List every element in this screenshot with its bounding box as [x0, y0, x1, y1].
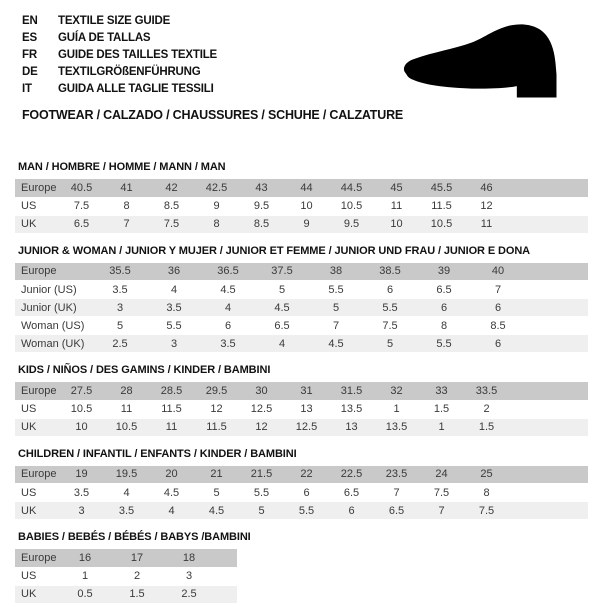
size-value: 22.5 [329, 466, 374, 484]
size-value: 4.5 [201, 281, 255, 299]
size-value: 6.5 [59, 215, 104, 233]
table-row [15, 549, 237, 567]
size-value: 10.5 [59, 400, 104, 418]
size-value: 1.5 [111, 585, 163, 603]
size-table-section [15, 160, 588, 234]
size-table [15, 263, 588, 354]
row-label: Europe [15, 263, 93, 281]
size-value: 8 [417, 317, 471, 335]
size-value: 28.5 [149, 382, 194, 400]
size-value: 20 [149, 466, 194, 484]
size-value: 45 [374, 179, 419, 197]
size-table-title: CHILDREN / INFANTIL / ENFANTS / KINDER / BAMBINI [18, 447, 297, 460]
row-filler [525, 299, 588, 317]
size-value: 8 [194, 215, 239, 233]
table-row [15, 281, 588, 299]
size-value: 9 [284, 215, 329, 233]
dress-shoe-icon [391, 20, 586, 105]
size-value: 28 [104, 382, 149, 400]
size-value: 13 [329, 418, 374, 436]
size-value: 31.5 [329, 382, 374, 400]
size-value: 6 [201, 317, 255, 335]
size-value: 3.5 [201, 335, 255, 353]
size-value: 11 [104, 400, 149, 418]
size-value: 2.5 [163, 585, 215, 603]
size-value: 9.5 [239, 197, 284, 215]
row-label: Junior (US) [15, 281, 93, 299]
row-filler [509, 502, 588, 520]
size-value: 4 [255, 335, 309, 353]
size-value: 24 [419, 466, 464, 484]
size-value: 3.5 [59, 484, 104, 502]
size-value: 8 [104, 197, 149, 215]
size-value: 4 [104, 484, 149, 502]
language-label: TEXTILE SIZE GUIDE [58, 14, 171, 27]
size-value: 8 [464, 484, 509, 502]
size-value: 6 [471, 335, 525, 353]
size-value: 9.5 [329, 215, 374, 233]
row-label: UK [15, 215, 59, 233]
size-table-section [15, 530, 588, 604]
size-value: 25 [464, 466, 509, 484]
size-value: 12.5 [284, 418, 329, 436]
size-value: 5.5 [284, 502, 329, 520]
table-row [15, 299, 588, 317]
size-value: 7.5 [464, 502, 509, 520]
row-label: Europe [15, 549, 59, 567]
row-filler [509, 197, 588, 215]
size-value: 10.5 [419, 215, 464, 233]
size-value: 6.5 [417, 281, 471, 299]
table-row [15, 585, 237, 603]
size-value: 44.5 [329, 179, 374, 197]
language-label: GUIDE DES TAILLES TEXTILE [58, 48, 217, 61]
size-value: 3.5 [104, 502, 149, 520]
size-value: 36.5 [201, 263, 255, 281]
size-value: 2 [111, 567, 163, 585]
row-label: Junior (UK) [15, 299, 93, 317]
size-value: 5 [309, 299, 363, 317]
size-value: 6.5 [255, 317, 309, 335]
size-value: 10.5 [104, 418, 149, 436]
row-filler [509, 400, 588, 418]
language-label: GUÍA DE TALLAS [58, 31, 151, 44]
size-table-title: MAN / HOMBRE / HOMME / MANN / MAN [18, 161, 226, 173]
size-value: 16 [59, 549, 111, 567]
size-value: 3 [59, 502, 104, 520]
size-value: 1.5 [419, 400, 464, 418]
row-label: Woman (US) [15, 317, 93, 335]
size-table [15, 549, 237, 604]
size-value: 12 [239, 418, 284, 436]
table-row [15, 317, 588, 335]
row-label: UK [15, 502, 59, 520]
size-value: 29.5 [194, 382, 239, 400]
size-value: 5.5 [309, 281, 363, 299]
size-value: 5 [239, 502, 284, 520]
size-value: 5 [255, 281, 309, 299]
row-label: US [15, 484, 59, 502]
size-value: 13.5 [374, 418, 419, 436]
size-value: 42 [149, 179, 194, 197]
size-value: 41 [104, 179, 149, 197]
language-code: ES [22, 31, 37, 44]
size-value: 11.5 [149, 400, 194, 418]
size-value: 3.5 [147, 299, 201, 317]
size-value: 7.5 [149, 215, 194, 233]
row-filler [215, 549, 237, 567]
size-value: 1 [419, 418, 464, 436]
size-table-title: KIDS / NIÑOS / DES GAMINS / KINDER / BAMBINI [18, 364, 271, 376]
size-table [15, 382, 588, 437]
row-filler [509, 382, 588, 400]
row-label: Europe [15, 179, 59, 197]
size-table [15, 179, 588, 234]
row-filler [525, 317, 588, 335]
size-value: 6 [471, 299, 525, 317]
language-code: FR [22, 48, 37, 61]
table-row [15, 484, 588, 502]
size-value: 6 [417, 299, 471, 317]
row-label: US [15, 400, 59, 418]
size-value: 10.5 [329, 197, 374, 215]
table-row [15, 263, 588, 281]
row-label: Europe [15, 466, 59, 484]
size-value: 10 [284, 197, 329, 215]
size-value: 1.5 [464, 418, 509, 436]
table-row [15, 382, 588, 400]
table-row [15, 197, 588, 215]
size-table-title: JUNIOR & WOMAN / JUNIOR Y MUJER / JUNIOR ET FEMME / JUNIOR UND FRAU / JUNIOR E DONA [18, 244, 531, 257]
size-value: 3 [93, 299, 147, 317]
size-value: 33.5 [464, 382, 509, 400]
size-value: 17 [111, 549, 163, 567]
row-label: US [15, 567, 59, 585]
row-filler [509, 215, 588, 233]
size-value: 42.5 [194, 179, 239, 197]
size-value: 5 [93, 317, 147, 335]
size-value: 2.5 [93, 335, 147, 353]
category-title: FOOTWEAR / CALZADO / CHAUSSURES / SCHUHE / CALZATURE [22, 108, 404, 122]
size-value: 5.5 [363, 299, 417, 317]
size-value: 5.5 [417, 335, 471, 353]
size-value: 6.5 [374, 502, 419, 520]
size-value: 6 [329, 502, 374, 520]
page-header [0, 0, 600, 122]
size-value: 30 [239, 382, 284, 400]
size-value: 6 [363, 281, 417, 299]
table-row [15, 215, 588, 233]
language-label: TEXTILGRÖßENFÜHRUNG [58, 65, 201, 78]
size-value: 11 [374, 197, 419, 215]
size-value: 3 [147, 335, 201, 353]
size-table [15, 466, 588, 521]
table-row [15, 567, 237, 585]
size-value: 40.5 [59, 179, 104, 197]
size-value: 7 [419, 502, 464, 520]
size-value: 45.5 [419, 179, 464, 197]
size-tables [15, 160, 588, 604]
table-row [15, 179, 588, 197]
size-table-section [15, 244, 588, 354]
size-value: 18 [163, 549, 215, 567]
size-value: 23.5 [374, 466, 419, 484]
table-row [15, 502, 588, 520]
size-value: 19.5 [104, 466, 149, 484]
size-value: 7.5 [59, 197, 104, 215]
size-value: 4.5 [149, 484, 194, 502]
size-value: 32 [374, 382, 419, 400]
size-value: 5 [194, 484, 239, 502]
size-value: 13.5 [329, 400, 374, 418]
size-table-title: BABIES / BEBÉS / BÉBÉS / BABYS /BAMBINI [18, 531, 251, 543]
size-value: 40 [471, 263, 525, 281]
size-value: 11.5 [419, 197, 464, 215]
row-label: US [15, 197, 59, 215]
size-value: 6 [284, 484, 329, 502]
size-value: 33 [419, 382, 464, 400]
size-value: 0.5 [59, 585, 111, 603]
size-value: 31 [284, 382, 329, 400]
row-filler [525, 335, 588, 353]
table-row [15, 335, 588, 353]
row-filler [525, 263, 588, 281]
size-value: 36 [147, 263, 201, 281]
size-value: 12 [194, 400, 239, 418]
row-label: Europe [15, 382, 59, 400]
size-value: 8.5 [239, 215, 284, 233]
size-value: 2 [464, 400, 509, 418]
size-value: 11 [149, 418, 194, 436]
size-value: 27.5 [59, 382, 104, 400]
language-label: GUIDA ALLE TAGLIE TESSILI [58, 82, 214, 95]
size-value: 4.5 [255, 299, 309, 317]
size-value: 8.5 [149, 197, 194, 215]
row-filler [509, 466, 588, 484]
size-value: 9 [194, 197, 239, 215]
size-value: 38.5 [363, 263, 417, 281]
table-row [15, 400, 588, 418]
size-value: 11.5 [194, 418, 239, 436]
size-value: 13 [284, 400, 329, 418]
row-label: UK [15, 418, 59, 436]
size-value: 1 [59, 567, 111, 585]
size-value: 39 [417, 263, 471, 281]
row-filler [215, 585, 237, 603]
size-value: 21 [194, 466, 239, 484]
size-value: 38 [309, 263, 363, 281]
size-value: 12 [464, 197, 509, 215]
size-value: 4 [201, 299, 255, 317]
table-row [15, 466, 588, 484]
size-value: 5.5 [147, 317, 201, 335]
size-value: 1 [374, 400, 419, 418]
language-code: IT [22, 82, 32, 95]
size-value: 4 [147, 281, 201, 299]
size-value: 7.5 [363, 317, 417, 335]
size-value: 19 [59, 466, 104, 484]
row-filler [525, 281, 588, 299]
size-value: 7 [309, 317, 363, 335]
size-value: 5 [363, 335, 417, 353]
size-value: 8.5 [471, 317, 525, 335]
size-value: 3 [163, 567, 215, 585]
size-value: 4.5 [309, 335, 363, 353]
size-value: 10 [59, 418, 104, 436]
size-value: 44 [284, 179, 329, 197]
size-value: 4 [149, 502, 194, 520]
table-row [15, 418, 588, 436]
size-value: 11 [464, 215, 509, 233]
size-value: 7 [374, 484, 419, 502]
size-value: 7 [471, 281, 525, 299]
size-value: 4.5 [194, 502, 239, 520]
size-table-section [15, 363, 588, 437]
size-value: 7 [104, 215, 149, 233]
size-value: 7.5 [419, 484, 464, 502]
language-code: DE [22, 65, 38, 78]
row-filler [509, 179, 588, 197]
size-value: 10 [374, 215, 419, 233]
row-label: Woman (UK) [15, 335, 93, 353]
size-value: 43 [239, 179, 284, 197]
size-value: 5.5 [239, 484, 284, 502]
size-value: 35.5 [93, 263, 147, 281]
language-code: EN [22, 14, 38, 27]
row-filler [509, 418, 588, 436]
size-table-section [15, 447, 588, 521]
size-value: 12.5 [239, 400, 284, 418]
row-filler [215, 567, 237, 585]
size-value: 46 [464, 179, 509, 197]
size-value: 22 [284, 466, 329, 484]
row-filler [509, 484, 588, 502]
size-value: 21.5 [239, 466, 284, 484]
row-label: UK [15, 585, 59, 603]
size-value: 37.5 [255, 263, 309, 281]
size-value: 3.5 [93, 281, 147, 299]
size-value: 6.5 [329, 484, 374, 502]
